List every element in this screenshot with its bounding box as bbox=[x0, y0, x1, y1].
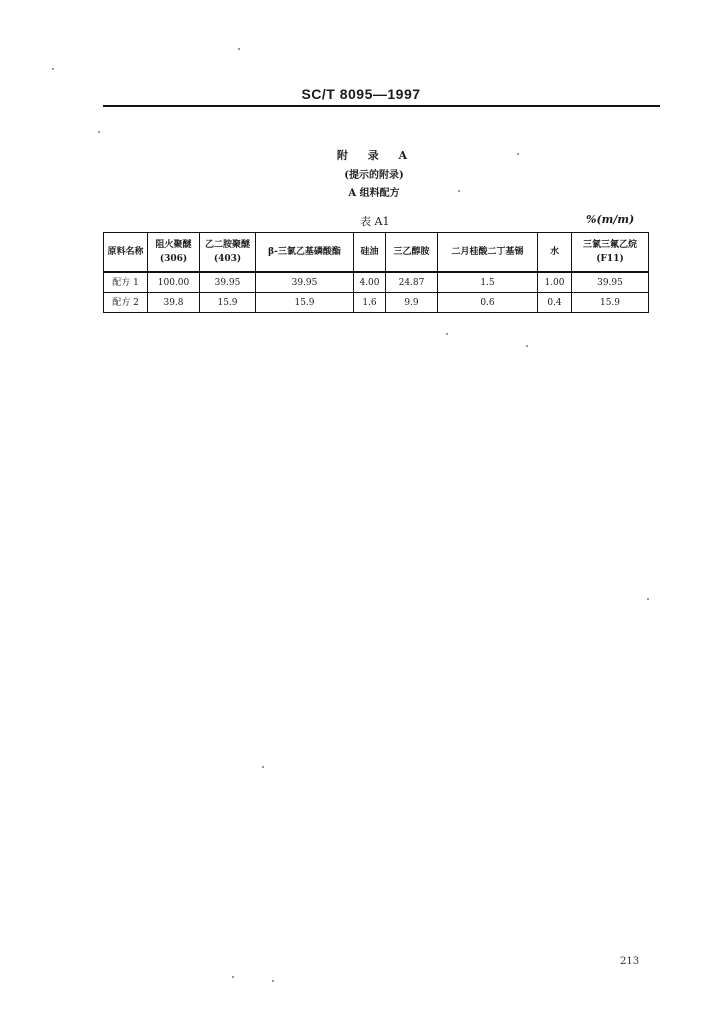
column-header bbox=[200, 233, 256, 273]
table-cell: 24.87 bbox=[386, 272, 438, 293]
column-code: (F11) bbox=[596, 254, 624, 264]
formula-table bbox=[103, 232, 649, 313]
table-cell: 1.00 bbox=[538, 272, 572, 293]
scan-speck bbox=[232, 976, 234, 978]
column-name: β-三氯乙基磷酸酯 bbox=[268, 247, 341, 257]
table-cell: 15.9 bbox=[572, 293, 649, 313]
column-header bbox=[538, 233, 572, 273]
header-rule bbox=[103, 105, 660, 107]
table-row bbox=[104, 272, 649, 293]
scan-speck bbox=[446, 333, 448, 335]
column-name: 阻火聚醚 bbox=[155, 240, 192, 250]
table-cell: 1.6 bbox=[354, 293, 386, 313]
unit-label: %(m/m) bbox=[586, 213, 635, 226]
scan-speck bbox=[98, 131, 100, 133]
table-cell: 4.00 bbox=[354, 272, 386, 293]
scan-speck bbox=[52, 68, 54, 70]
table-cell: 0.4 bbox=[538, 293, 572, 313]
table-cell: 1.5 bbox=[438, 272, 538, 293]
column-header bbox=[438, 233, 538, 273]
column-name: 三乙醇胺 bbox=[393, 247, 430, 257]
appendix-subtitle: A 组料配方 bbox=[348, 188, 400, 199]
column-header bbox=[148, 233, 200, 273]
scan-speck bbox=[647, 598, 649, 600]
scan-speck bbox=[458, 190, 460, 192]
table-cell: 39.8 bbox=[148, 293, 200, 313]
column-name: 硅油 bbox=[360, 247, 379, 257]
column-name: 乙二胺聚醚 bbox=[204, 240, 250, 250]
table-cell: 100.00 bbox=[148, 272, 200, 293]
table-cell: 15.9 bbox=[200, 293, 256, 313]
column-name: 二月桂酸二丁基锡 bbox=[451, 247, 524, 257]
table-cell: 15.9 bbox=[256, 293, 354, 313]
scan-speck bbox=[517, 153, 519, 155]
row-label: 配方 2 bbox=[104, 293, 148, 313]
column-header bbox=[256, 233, 354, 273]
column-header bbox=[572, 233, 649, 273]
column-name: 三氯三氟乙烷 bbox=[582, 240, 637, 250]
row-label: 配方 1 bbox=[104, 272, 148, 293]
column-header bbox=[386, 233, 438, 273]
scan-speck bbox=[238, 48, 240, 50]
column-code: (403) bbox=[213, 254, 242, 264]
page-number: 213 bbox=[620, 956, 640, 967]
table-row bbox=[104, 293, 649, 313]
scan-speck bbox=[262, 766, 264, 768]
appendix-title: 附 录 A bbox=[336, 149, 416, 162]
table-cell: 39.95 bbox=[572, 272, 649, 293]
table-cell: 39.95 bbox=[256, 272, 354, 293]
column-name: 水 bbox=[549, 247, 559, 257]
scan-speck bbox=[272, 980, 274, 982]
table-caption: 表 A1 bbox=[360, 215, 390, 228]
appendix-note: (提示的附录) bbox=[344, 170, 404, 181]
standard-code: SC/T 8095—1997 bbox=[301, 86, 421, 102]
column-name: 原料名称 bbox=[107, 247, 144, 257]
scan-speck bbox=[526, 345, 528, 347]
column-header bbox=[104, 233, 148, 273]
column-header bbox=[354, 233, 386, 273]
table-cell: 0.6 bbox=[438, 293, 538, 313]
table-cell: 39.95 bbox=[200, 272, 256, 293]
table-cell: 9.9 bbox=[386, 293, 438, 313]
column-code: (306) bbox=[159, 254, 188, 264]
table-header-row bbox=[104, 233, 649, 273]
